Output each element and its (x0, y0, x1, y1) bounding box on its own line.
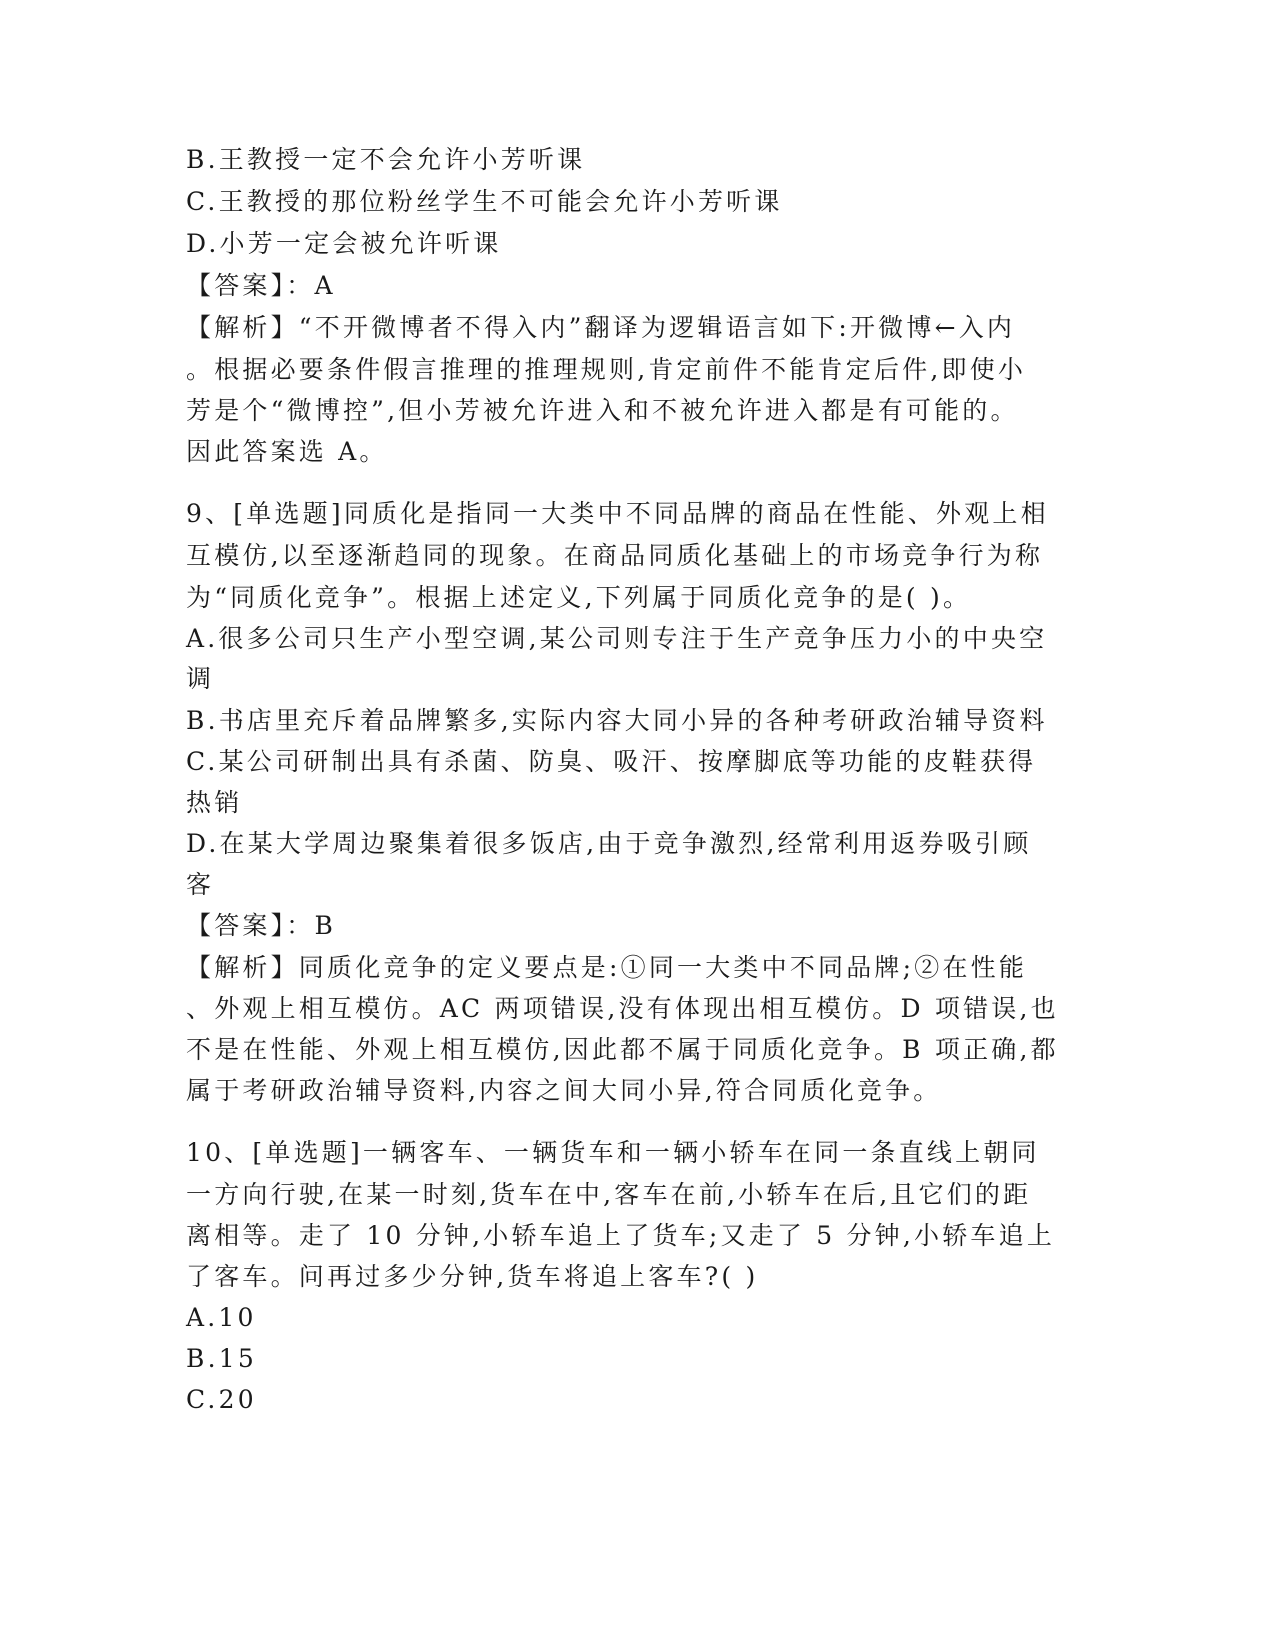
q10-option-b: B.15 (186, 1344, 257, 1373)
q8-analysis-line: 。根据必要条件假言推理的推理规则,肯定前件不能肯定后件,即使小 (186, 355, 1027, 384)
q10-stem-line: 了客车。问再过多少分钟,货车将追上客车?( ) (186, 1262, 759, 1291)
q10-stem-line: 离相等。走了 10 分钟,小轿车追上了货车;又走了 5 分钟,小轿车追上 (186, 1221, 1056, 1250)
q9-option-b: B.书店里充斥着品牌繁多,实际内容大同小异的各种考研政治辅导资料 (186, 706, 1048, 735)
q9-stem-line: 互模仿,以至逐渐趋同的现象。在商品同质化基础上的市场竞争行为称 (186, 541, 1044, 570)
q9-option-c-cont: 热销 (186, 788, 243, 817)
q9-option-c: C.某公司研制出具有杀菌、防臭、吸汗、按摩脚底等功能的皮鞋获得 (186, 747, 1037, 776)
q9-answer: 【答案】：B (186, 911, 337, 940)
q10-option-a: A.10 (186, 1303, 257, 1332)
q9-option-a: A.很多公司只生产小型空调,某公司则专注于生产竞争压力小的中央空 (186, 624, 1048, 653)
q9-option-d-cont: 客 (186, 870, 215, 899)
q9-analysis-line: 【解析】同质化竞争的定义要点是:①同一大类中不同品牌;②在性能 (186, 953, 1028, 982)
q9-analysis-line: 、外观上相互模仿。AC 两项错误,没有体现出相互模仿。D 项错误,也 (186, 994, 1059, 1023)
q8-analysis-line: 【解析】“不开微博者不得入内”翻译为逻辑语言如下:开微博←入内 (186, 313, 1016, 342)
q8-analysis-line: 芳是个“微博控”,但小芳被允许进入和不被允许进入都是有可能的。 (186, 396, 1019, 425)
q8-option-d: D.小芳一定会被允许听课 (186, 229, 502, 258)
q8-answer: 【答案】：A (186, 271, 336, 300)
q8-analysis-line: 因此答案选 A。 (186, 437, 388, 466)
q8-option-c: C.王教授的那位粉丝学生不可能会允许小芳听课 (186, 187, 783, 216)
q9-option-a-cont: 调 (186, 664, 215, 693)
q9-option-d: D.在某大学周边聚集着很多饭店,由于竞争激烈,经常利用返券吸引顾 (186, 829, 1032, 858)
q9-stem-line: 为“同质化竞争”。根据上述定义,下列属于同质化竞争的是( )。 (186, 583, 972, 612)
q10-stem-line: 一方向行驶,在某一时刻,货车在中,客车在前,小轿车在后,且它们的距 (186, 1180, 1032, 1209)
q9-analysis-line: 属于考研政治辅导资料,内容之间大同小异,符合同质化竞争。 (186, 1076, 942, 1105)
q9-stem-line: 9、[单选题]同质化是指同一大类中不同品牌的商品在性能、外观上相 (186, 499, 1049, 528)
q10-option-c: C.20 (186, 1385, 257, 1414)
q10-stem-line: 10、[单选题]一辆客车、一辆货车和一辆小轿车在同一条直线上朝同 (186, 1138, 1040, 1167)
q9-analysis-line: 不是在性能、外观上相互模仿,因此都不属于同质化竞争。B 项正确,都 (186, 1035, 1059, 1064)
q8-option-b: B.王教授一定不会允许小芳听课 (186, 145, 586, 174)
